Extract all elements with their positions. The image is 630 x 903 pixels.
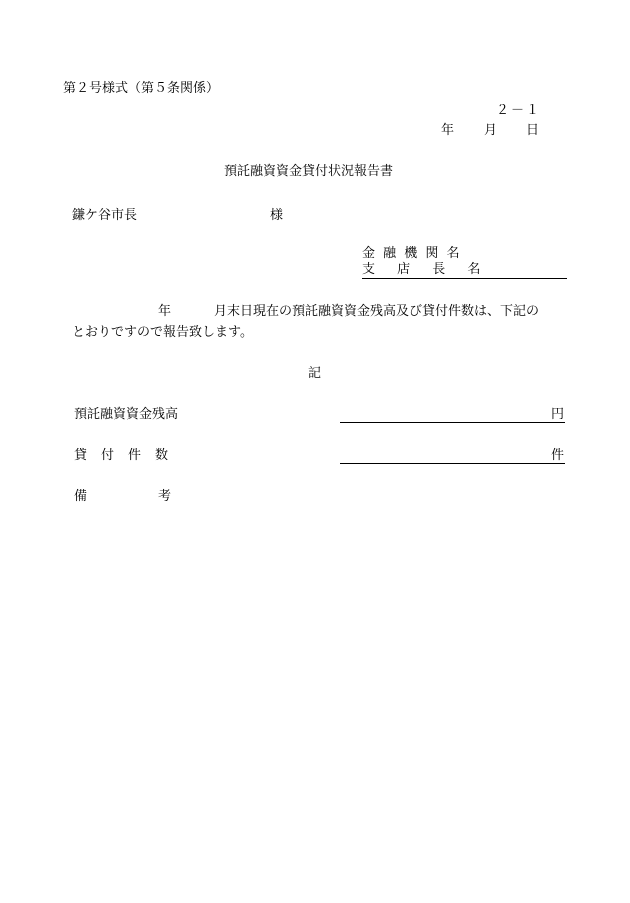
deposit-balance-unit: 円 — [551, 407, 565, 422]
form-number: 第２号様式（第５条関係） — [63, 81, 220, 96]
body-line2: とおりですので報告致します。 — [72, 325, 253, 340]
loan-count-label: 貸付件数 — [74, 448, 183, 463]
document-code: ２－１ — [496, 103, 542, 118]
remarks-label: 備考 — [74, 489, 243, 504]
loan-count-unit: 件 — [551, 448, 565, 463]
addressee-name: 鎌ケ谷市長 — [72, 208, 138, 223]
institution-name-label: 金 融 機 関 名 — [362, 246, 462, 261]
deposit-balance-field[interactable] — [340, 406, 565, 423]
loan-count-field[interactable] — [340, 447, 565, 464]
branch-manager-field[interactable] — [362, 262, 567, 279]
ki-heading: 記 — [308, 366, 322, 381]
branch-manager-label: 支 店 長 名 — [362, 262, 490, 277]
document-title: 預託融資資金貸付状況報告書 — [224, 164, 394, 179]
date-year-label: 年 — [441, 123, 455, 138]
body-line1: 月末日現在の預託融資資金残高及び貸付件数は、下記の — [214, 304, 540, 319]
addressee-honorific: 様 — [270, 208, 284, 223]
date-day-label: 日 — [526, 123, 540, 138]
deposit-balance-label: 預託融資資金残高 — [74, 407, 179, 422]
body-year-label: 年 — [158, 304, 172, 319]
date-month-label: 月 — [484, 123, 498, 138]
